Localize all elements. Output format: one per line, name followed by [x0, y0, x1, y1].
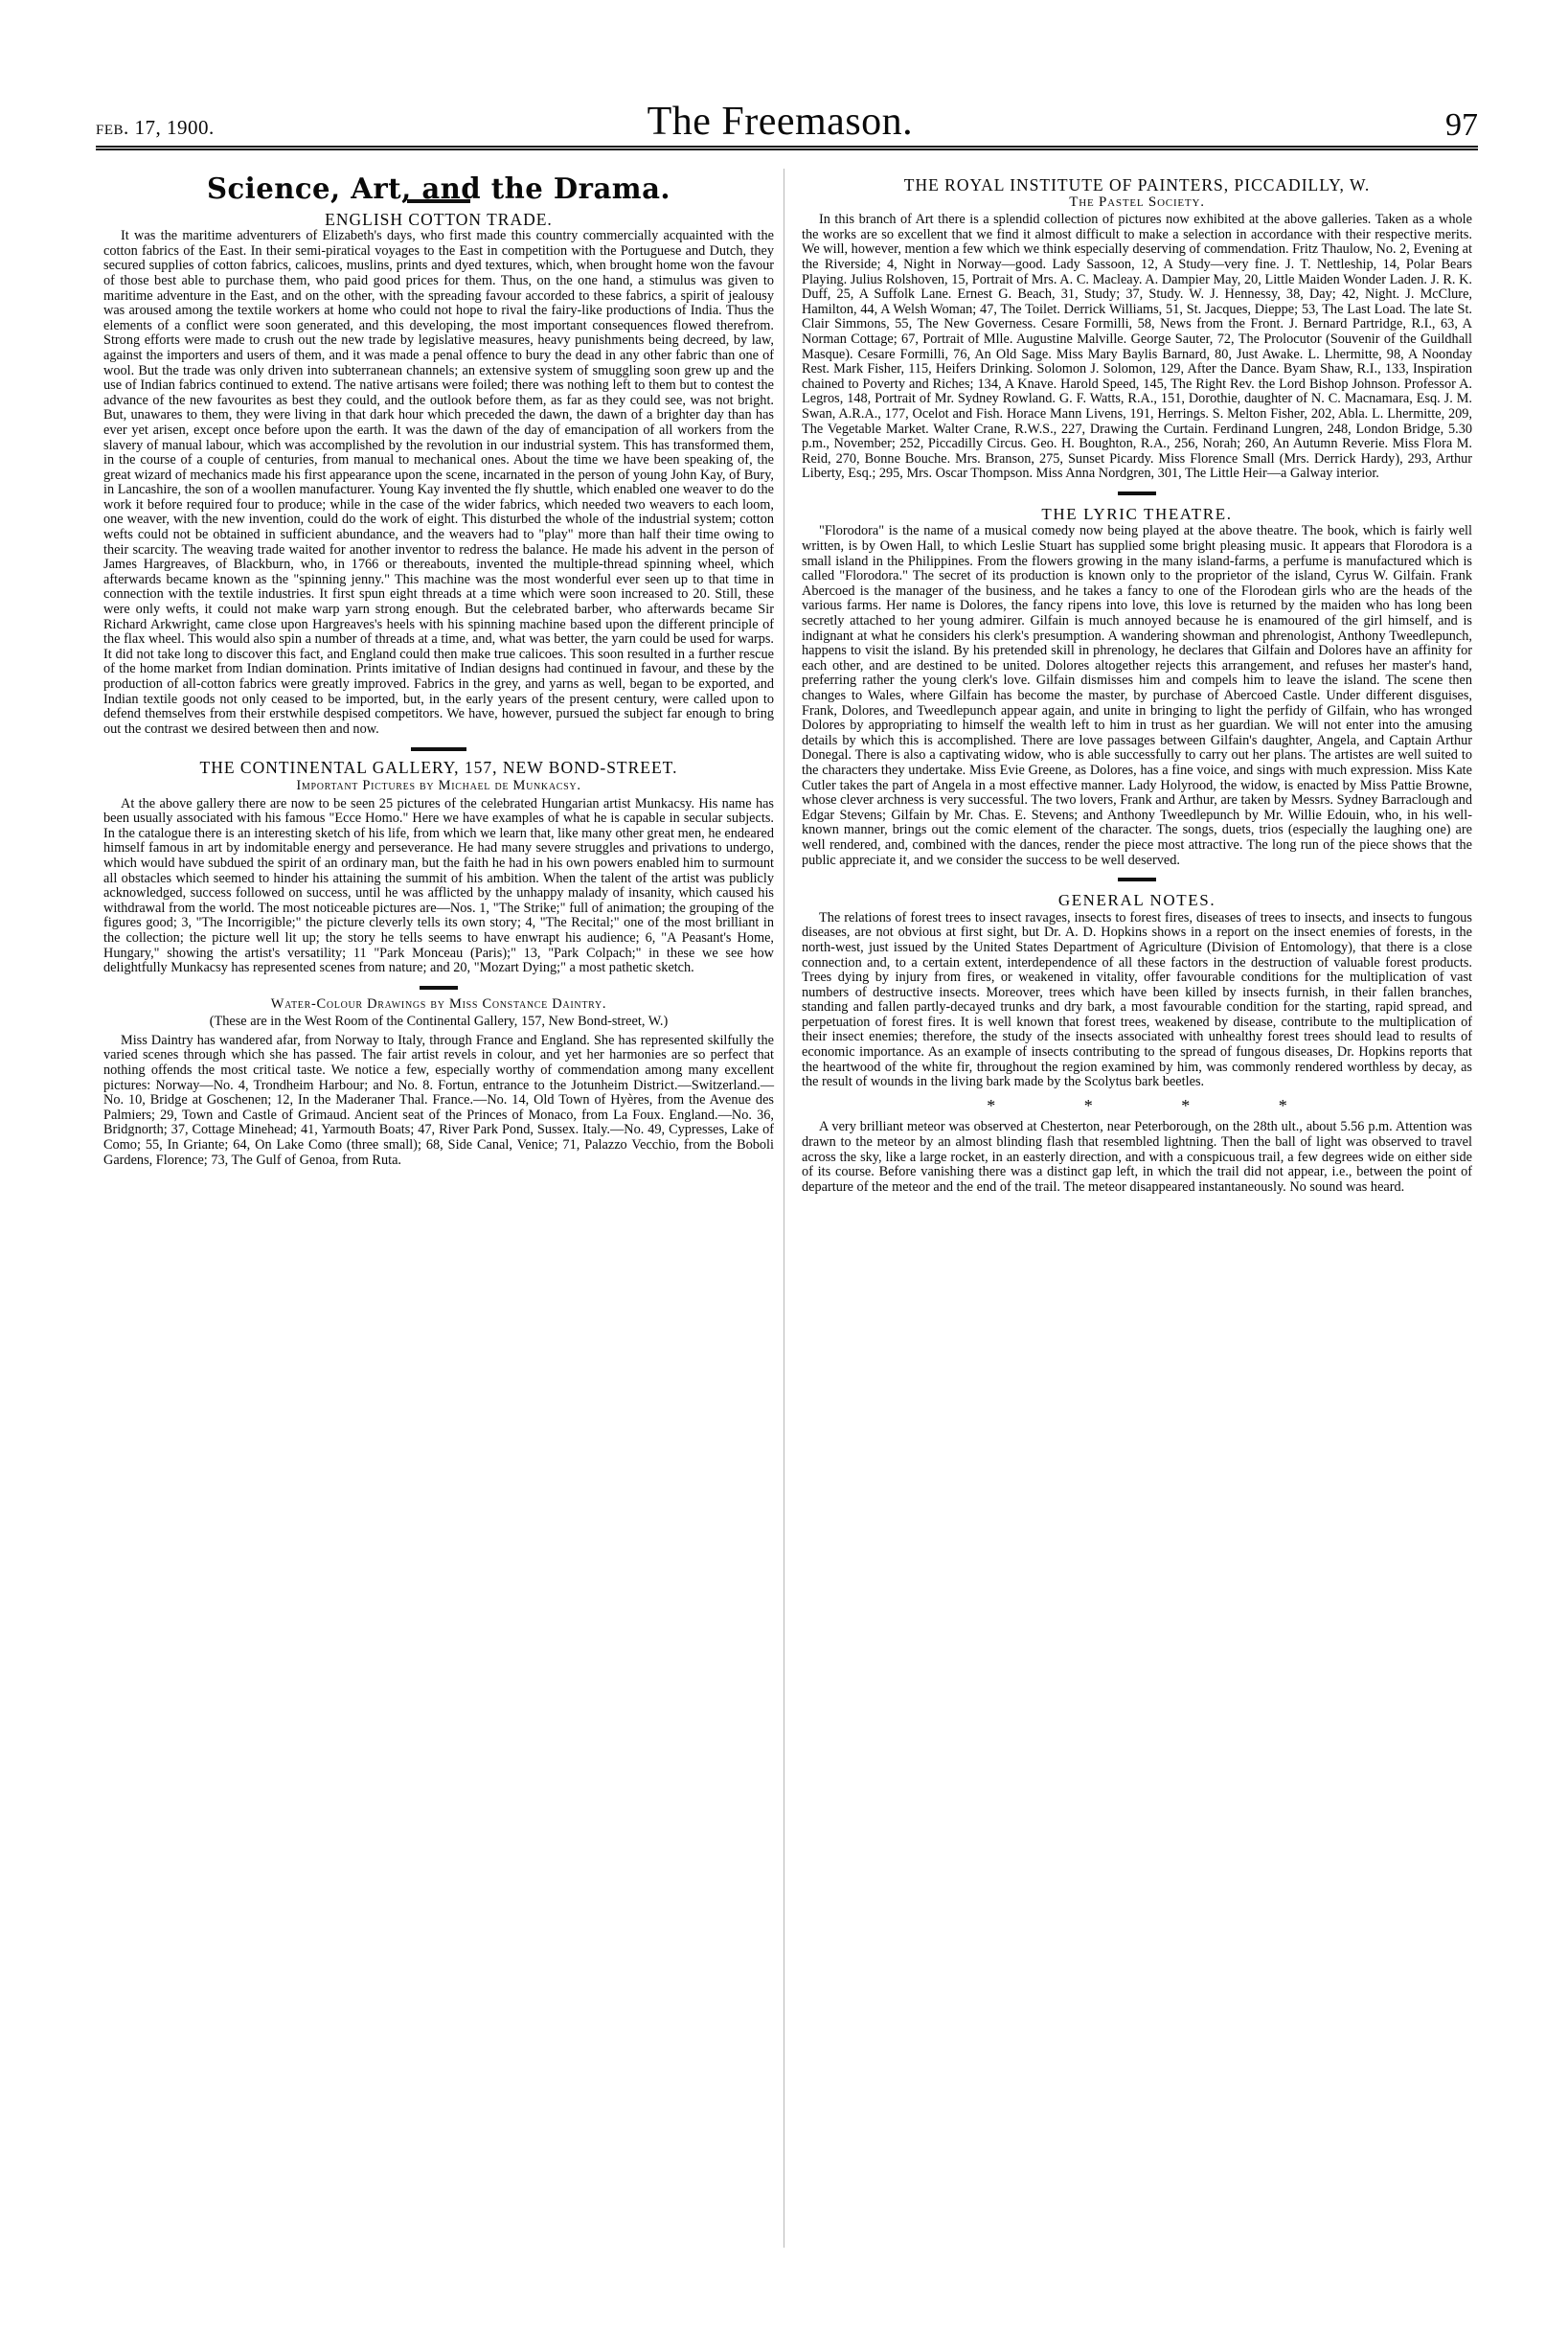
left-column: [103, 169, 774, 1168]
heading-water-colour-drawings: Water-Colour Drawings by Miss Constance Daintry.: [270, 995, 607, 1012]
paragraph-general-notes-meteor: A very brilliant meteor was observed at Chesterton, near Peterborough, on the 28th ult., about 5.56 p.m. Attention was drawn to the meteor by an almost blinding flash that resembled lightning. Then the ball of light was observed to travel across the sky, like a large rocket, in an easterly direction, and with a conspicuous trail, a few degrees wide on either side of its course. Before vanishing there was a distinct gap left, in which the trail did not appear, i.e., between the point of departure of the meteor and the end of the trail. The meteor disappeared instantaneously. No sound was heard.: [802, 1119, 1472, 1195]
section-title-science-art-drama: Science, Art, and the Drama.: [206, 172, 671, 206]
paragraph-lyric-theatre: "Florodora" is the name of a musical comedy now being played at the above theatre. The book, which is fairly well written, is by Owen Hall, to which Leslie Stuart has supplied some bright pleasing music. It appears that Florodora is a small island in the Philippines. From the flowers growing in the many island-farms, a perfume is manufactured which is called "Florodora." The secret of its production is known only to the proprietor of the island, Cyrus W. Gilfain. Frank Abercoed is the manager of the business, and he takes a fancy to one of the Florodean girls who are the heads of the various farms. Her name is Dolores, the fancy ripens into love, this love is returned by the maiden who has long been secretly attached to her young admirer. Gilfain is much annoyed because he is enamoured of the girl himself, and is indignant at what he considers his clerk's presumption. A wandering showman and phrenologist, Anthony Tweedlepunch, happens to visit the island. By his pretended skill in phrenology, he declares that Gilfain and Dolores have an affinity for each other, and are destined to be united. Dolores altogether rejects this arrangement, and refuses her master's hand, preferring rather the young clerk's love. Gilfain dismisses him and compels him to leave the island. The scene then changes to Wales, where Gilfain has become the master, by purchase of Abercoed Castle. Under different disguises, Frank, Dolores, and Tweedlepunch appear again, and unite in bringing to light the perfidy of Gilfain, who has wronged Dolores by appropriating to himself the wealth left to him in trust as her guardian. We will not enter into the amusing details by which this is accomplished. There are love passages between Gilfain's daughter, Angela, and Captain Arthur Donegal. There is also a captivating widow, who is able successfully to carry out her plans. The artistes are well suited to the characters they undertake. Miss Evie Greene, as Dolores, has a fine voice, and sings with much expression. Miss Kate Cutler takes the part of Angela in a most effective manner. Lady Holyrood, the widow, is enacted by Miss Pattie Browne, whose clever archness is very successful. The two lovers, Frank and Arthur, are taken by Messrs. Sydney Barraclough and Edgar Stevens; Gilfain by Mr. Chas. E. Stevens; and Anthony Tweedlepunch by Mr. Willie Edouin, who, in his well-known manner, brings out the comic element of the character. The songs, duets, trios (especially the laughing one) are well rendered, and, combined with the dances, render the piece most attractive. The long run of the piece shows that the public appreciate it, and we consider the success to be well deserved.: [802, 523, 1472, 868]
separator-rule-1: [411, 747, 466, 751]
paragraph-pastel-society: In this branch of Art there is a splendid collection of pictures now exhibited at the above galleries. Taken as a whole the works are so excellent that we find it almost difficult to make a selection in accordance with their respective merits. We will, however, mention a few which we think especially deserving of commendation. Fritz Thaulow, No. 2, Evening at the Riverside; 4, Night in Norway—good. Lady Sassoon, 12, A Study—very fine. J. T. Nettleship, 14, Polar Bears Playing. Julius Rolshoven, 15, Portrait of Mrs. A. C. Macleay. A. Dampier May, 20, Little Maiden Wonder Laden. J. R. K. Duff, 25, A Suffolk Lane. Ernest G. Beach, 31, Study; 37, Study. W. J. Hennessy, 38, Day; 42, Night. J. McClure, Hamilton, 44, A Welsh Woman; 47, The Toilet. Derrick Williams, 51, St. Jacques, Dieppe; 53, The Last Load. The late St. Clair Simmons, 55, The New Governess. Cesare Formilli, 58, News from the Front. J. Bernard Partridge, R.I., 63, A Norman Cottage; 67, Portrait of Mlle. Augustine Malville. George Sauter, 72, The Prolocutor (Souvenir of the Guildhall Masque). Cesare Formilli, 76, An Old Sage. Miss Mary Baylis Barnard, 80, Just Awake. L. Lhermitte, 98, A Noonday Rest. Mark Fisher, 115, Heifers Drinking. Solomon J. Solomon, 129, After the Dance. Byam Shaw, R.I., 133, Inspiration chained to Poverty and Riches; 134, A Knave. Harold Speed, 145, The Right Rev. the Lord Bishop Johnson. Professor A. Legros, 148, Portrait of Mr. Sydney Rowland. G. F. Watts, R.A., 151, Dorothie, daughter of N. C. Macnamara, Esq. J. M. Swan, A.R.A., 177, Ocelot and Fish. Horace Mann Livens, 191, Herrings. S. Melton Fisher, 202, Abla. L. Lhermitte, 209, The Vegetable Market. Walter Crane, R.W.S., 227, Drawing the Curtain. Ferdinand Lungren, 248, London Bridge, 5.30 p.m., November; 252, Piccadilly Circus. Geo. H. Boughton, R.A., 256, Norah; 260, An Autumn Reverie. Miss Flora M. Reid, 270, Bonne Bouche. Mrs. Branson, 275, Sunset Picardy. Miss Florence Small (Mrs. Derrick Hardy), 293, Arthur Liberty, Esq.; 295, Mrs. Oscar Thompson. Miss Anna Nordgren, 301, The Little Heir—a Galway interior.: [802, 212, 1472, 482]
masthead-date: feb. 17, 1900.: [96, 116, 215, 139]
paragraph-water-colour-drawings: Miss Daintry has wandered afar, from Norway to Italy, through France and England. She has represented skilfully the varied scenes through which she has passed. The fair artist revels in colour, and yet her harmonies are so perfect that nothing offends the most critical taste. We notice a few, especially worthy of commendation among many excellent pictures: Norway—No. 4, Trondheim Harbour; and No. 8. Fortun, entrance to the Jotunheim District.—Switzerland.—No. 10, Bridge at Goschenen; 12, In the Maderaner Thal. France.—No. 14, Old Town of Hyères, from the Avenue des Palmiers; 29, Town and Castle of Grimaud. Ancient seat of the Princes of Monaco, from La Foux. England.—No. 36, Bridgnorth; 37, Cottage Minehead; 41, Yarmouth Boats; 47, River Park Pond, Sussex. Italy.—No. 49, Cypresses, Lake of Como; 55, In Griante; 64, On Lake Como (three small); 68, Side Canal, Venice; 71, Palazzo Vecchio, from the Boboli Gardens, Florence; 73, The Gulf of Genoa, from Ruta.: [103, 1032, 774, 1168]
heading-english-cotton-trade: ENGLISH COTTON TRADE.: [325, 209, 553, 229]
right-column: [802, 169, 1472, 1195]
paragraph-general-notes-forest-insects: The relations of forest trees to insect ravages, insects to forest fires, diseases of trees to insects, and insects to fungous diseases, are not obvious at first sight, but Dr. A. D. Hopkins shows in a report on the insect enemies of forests, in the north-west, just issued by the United States Department of Agriculture (Division of Entomology), that there is a close connection and, to a certain extent, interdependence of all these factors in the destruction of valuable forest products. Trees dying by injury from fires, or weakened in vitality, offer favourable conditions for the multiplication of vast numbers of destructive insects. Moreover, trees which have been killed by insects furnish, in their fallen branches, standing and fallen partly-decayed trunks and dry bark, a most favourable condition for the starting, rapid spread, and perpetuation of forest fires. It is well known that forest trees, weakened by disease, contribute to the multiplication of their insect enemies; therefore, the study of the insects associated with unhealthy forest trees should lead to results of economic importance. As an example of insects contributing to the spread of fungous diseases, Dr. Hopkins reports that the heartwood of the white fir, throughout the region examined by him, was commonly rendered worthless by decay, as the result of wounds in the living bark made by the Scolytus bark beetles.: [802, 909, 1472, 1090]
masthead: [96, 84, 1478, 142]
heading-lyric-theatre: THE LYRIC THEATRE.: [1041, 504, 1233, 523]
subheading-munkacsy-pictures: Important Pictures by Michael de Munkacsy.: [296, 777, 581, 793]
page-number: 97: [1444, 107, 1478, 143]
page-title: The Freemason.: [647, 100, 914, 144]
subheading-pastel-society: The Pastel Society.: [1069, 194, 1205, 210]
heading-royal-institute-of-painters: THE ROYAL INSTITUTE OF PAINTERS, PICCADILLY, W.: [903, 175, 1371, 194]
paragraph-continental-gallery: At the above gallery there are now to be seen 25 pictures of the celebrated Hungarian artist Munkacsy. His name has been usually associated with his famous "Ecce Homo." Here we have examples of what he is capable in secular subjects. In the catalogue there is an interesting sketch of his life, from which we learn that, like many other great men, he endeared himself famous in art by indomitable energy and perseverance. He had many severe struggles and privations to undergo, which would have subdued the spirit of an ordinary man, but the faith he had in his own powers enabled him to surmount all obstacles which seemed to hinder his attaining the summit of his ambition. When the talent of the artist was publicly acknowledged, success followed on success, until he was afflicted by the unhappy malady of insanity, which caused his withdrawal from the world. The most noticeable pictures are—Nos. 1, "The Strike;" full of animation; the grouping of the figures good; 3, "The Incorrigible;" the picture cleverly tells its own story; 4, "The Recital;" one of the most brilliant in the collection; the picture well lit up; the story he tells seems to have enwrapt his audience; 6, "A Peasant's Home, Hungary," showing the artist's versatility; 11 "Park Monceau (Paris);" 13, "Park Colpach;" in these we see how delightfully Munkacsy has represented scenes from nature; and 20, "Mozart Dying;" a most pathetic sketch.: [103, 795, 774, 976]
heading-continental-gallery: THE CONTINENTAL GALLERY, 157, NEW BOND-STREET.: [199, 758, 678, 778]
asterisk-separator: * * * *: [987, 1095, 1329, 1115]
heading-general-notes: GENERAL NOTES.: [1057, 891, 1216, 910]
note-water-colour-location: (These are in the West Room of the Continental Gallery, 157, New Bond-street, W.): [209, 1014, 669, 1030]
separator-rule-2: [420, 986, 458, 990]
separator-rule-4: [1118, 878, 1156, 881]
separator-rule-3: [1118, 491, 1156, 495]
masthead-rule: [96, 146, 1478, 150]
paragraph-english-cotton-trade: It was the maritime adventurers of Elizabeth's days, who first made this country commercially acquainted with the cotton fabrics of the East. In their semi-piratical voyages to the East in competition with the Portuguese and Dutch, they secured supplies of cotton fabrics, calicoes, muslins, prints and dyed textures, which, when brought home won the favour of those best able to purchase them, who paid good prices for them. Thus, on the one hand, a stimulus was given to maritime adventure in the East, and on the other, with the spreading favour accorded to these fabrics, a spirit of jealousy was aroused among the textile workers at home who could not hope to rival the fairy-like productions of India. Thus the elements of a conflict were soon generated, and this developing, the most important consequences flowed therefrom. Strong efforts were made to crush out the new trade by legislative measures, heavy punishments being decreed, by law, against the importers and users of them, and it was made a penal offence to bury the dead in any other fabric than one of wool. But the trade was only driven into subterranean channels; an extensive system of smuggling soon grew up and the use of Indian fabrics continued to extend. The native artisans were foiled; there was nothing left to them but to contest the advance of the new favourites as best they could, and the outlook before them, as far as they could see, was not bright. But, unawares to them, they were living in that dark hour which preceded the dawn, the dawn of a brighter day than has ever yet arisen, except once before upon the earth. It was the dawn of the day of emancipation of all workers from the slavery of manual labour, which was accomplished by the revolution in our industrial system. This has transformed them, in the course of a couple of centuries, from manual to mechanical ones. About the time we have been speaking of, the great wizard of mechanics made his first appearance upon the scene, incarnated in the person of young John Kay, of Bury, in Lancashire, the son of a woollen manufacturer. Young Kay invented the fly shuttle, which enabled one weaver to do the work it before required four to produce; while in the case of the wider fabrics, which needed two weavers to each loom, one weaver, with the new invention, could do the work of eight. This disturbed the whole of the industrial system; cotton wefts could not be obtained in sufficient abundance, and the weavers had to "play" more than half their time owing to their scarcity. The weaving trade waited for another inventor to redress the balance. He made his advent in the person of James Hargreaves, of Blackburn, who, in 1766 or thereabouts, invented the multiple-thread spinning wheel, which afterwards became known as the "spinning jenny." This machine was the most wonderful ever seen up to that time in connection with the textile industries. It first spun eight threads at a time which were soon increased to 20. Still, these were only wefts, it could not make warp yarn strong enough. But the celebrated barber, who afterwards became Sir Richard Arkwright, came close upon Hargreaves's heels with his spinning machine based upon the different principle of the flax wheel. This would also spin a number of threads at a time, and, what was better, the yarn could be used for warps. It did not take long to discover this fact, and England could then make true calicoes. This soon resulted in a further rescue of the home market from Indian domination. Prints imitative of Indian designs had continued in favour, and these by the production of all-cotton fabrics were greatly improved. Fabrics in the grey, and yarns as well, began to be exported, and Indian textile goods not only ceased to be imported, but, in the early years of the present century, were called upon to defend themselves from their erstwhile despised competitors. We have, however, pursued the subject far enough to bring out the contrast we desired between then and now.: [103, 228, 774, 737]
